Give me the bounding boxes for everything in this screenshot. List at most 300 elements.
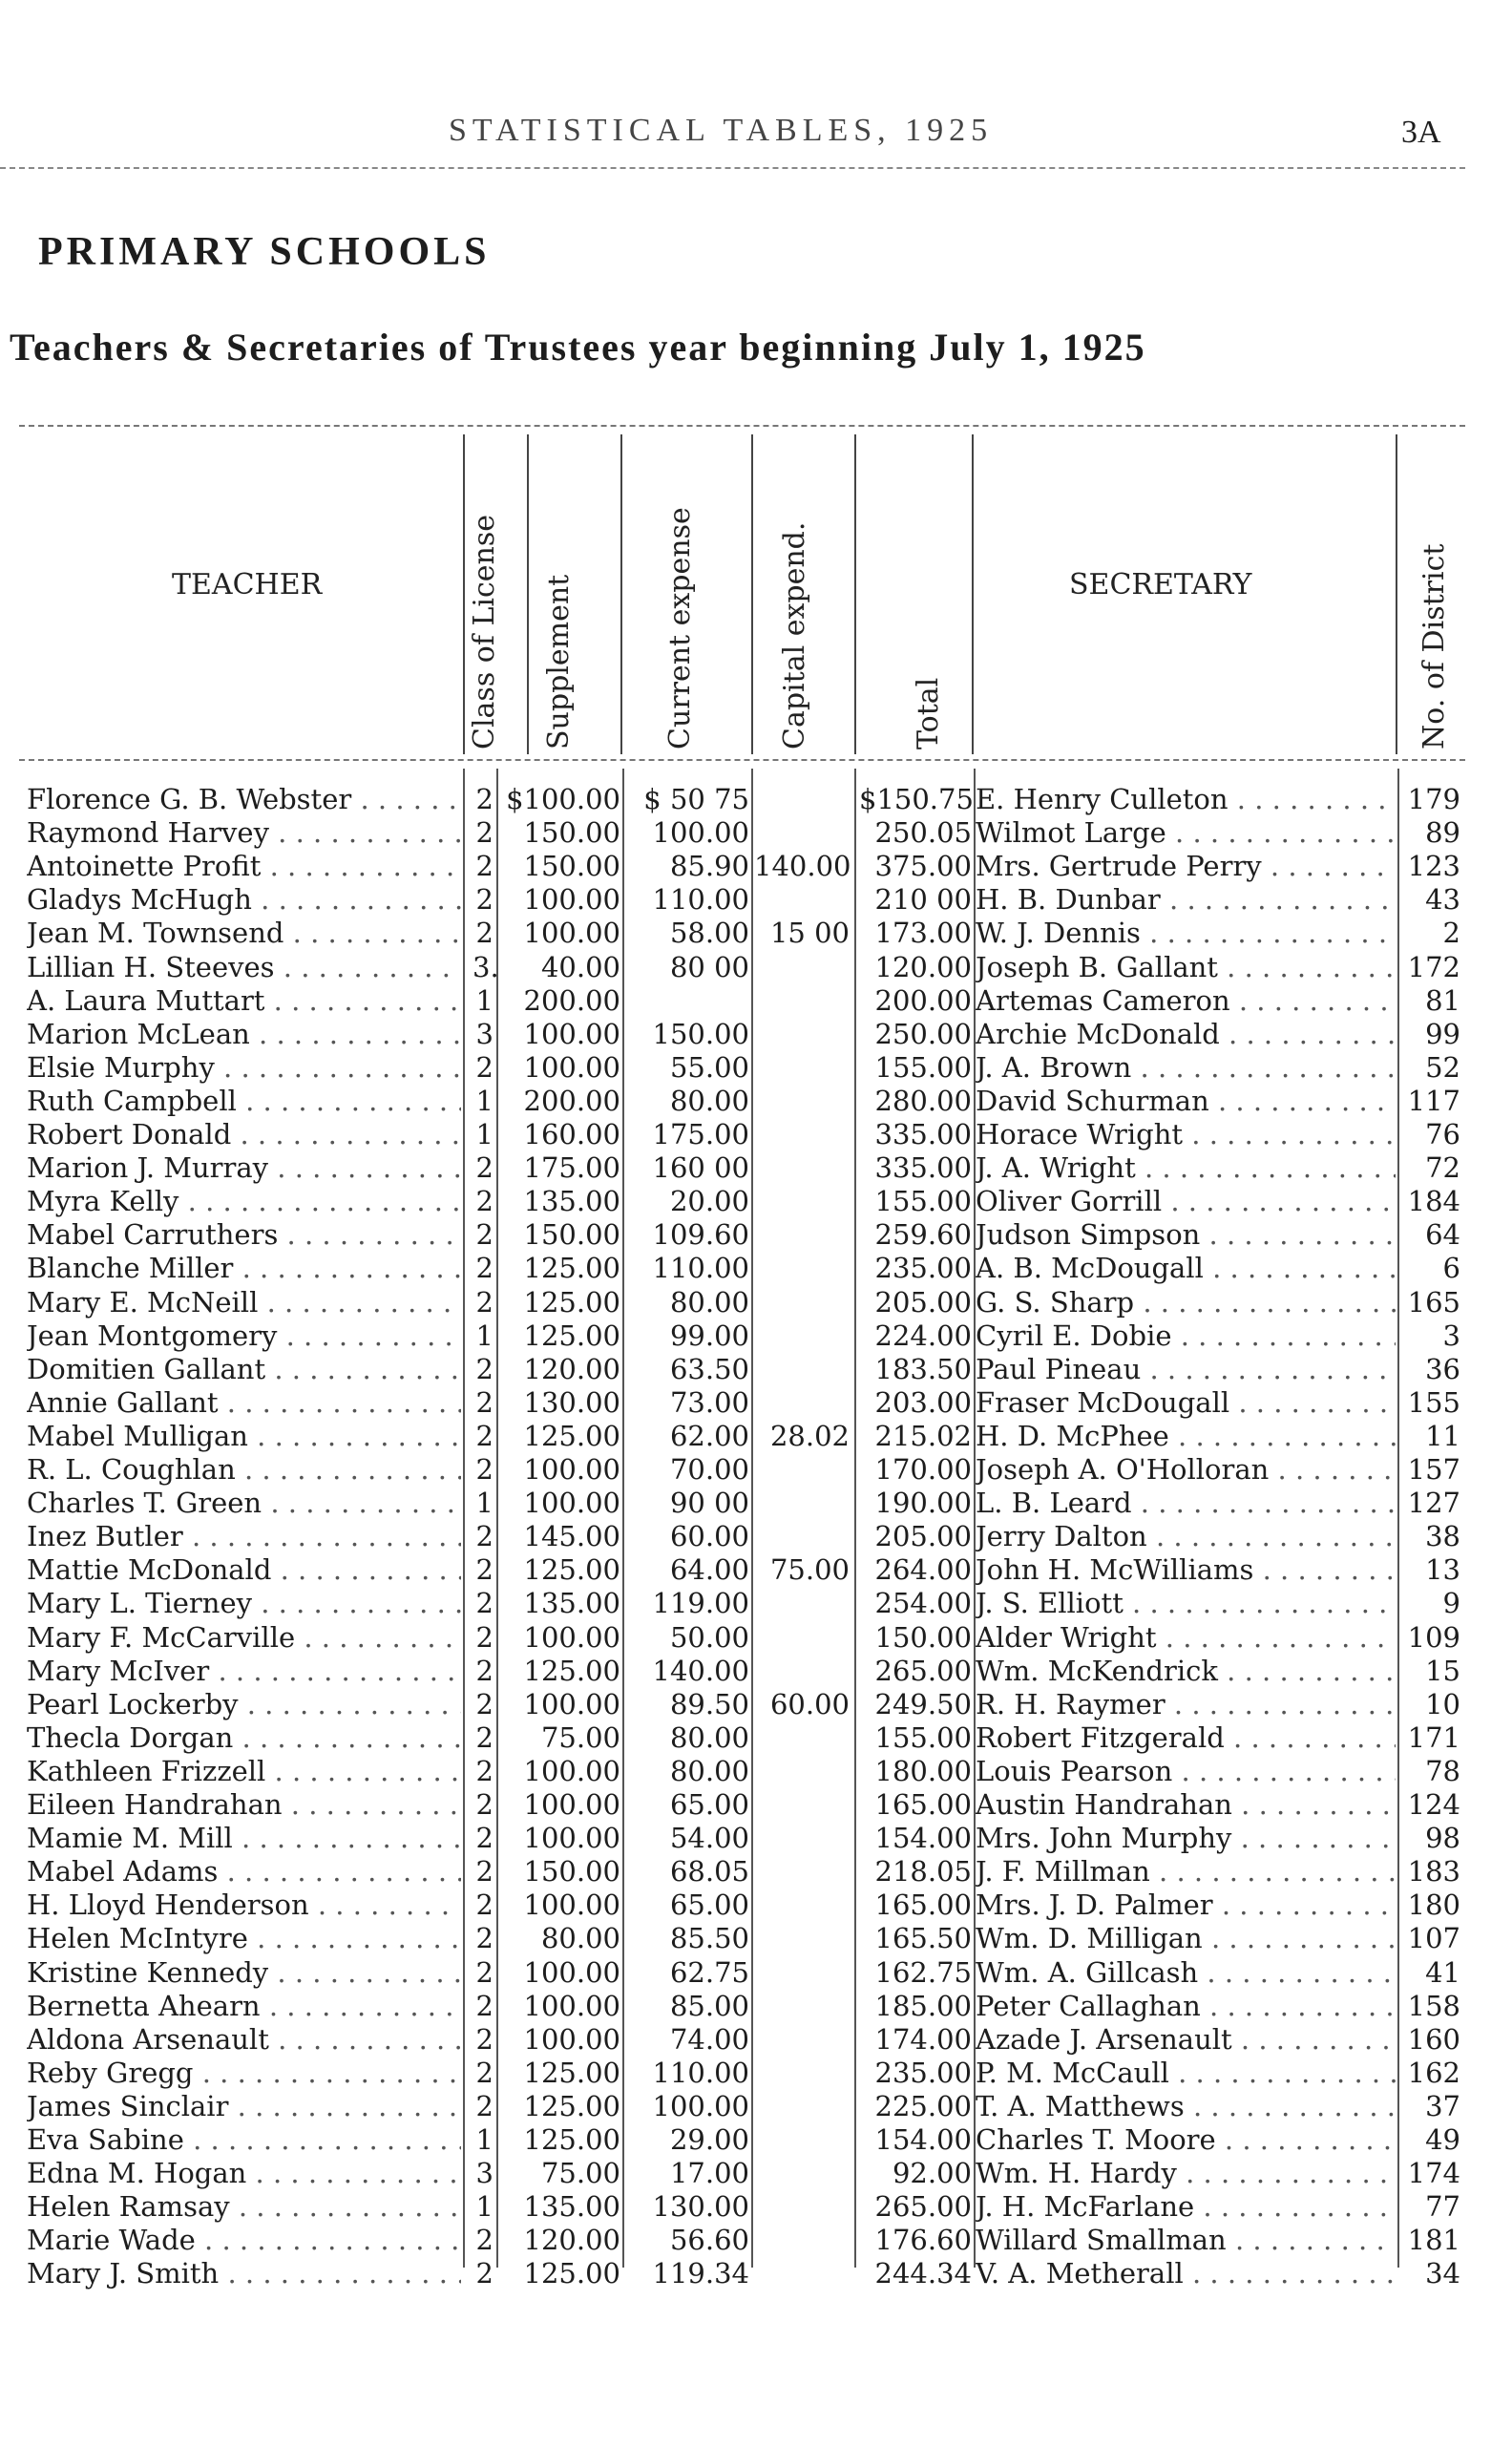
header-bottom-rule [19,759,1465,761]
teacher-name: Florence G. B. Webster . . . [27,783,461,815]
table-row [0,1587,1512,1620]
district-number: 165 [1407,1285,1460,1319]
teacher-name: Ruth Campbell . . . [27,1085,461,1117]
total-amount: 170.00 [874,1453,972,1486]
current-expense-amount: 17.00 [669,2157,749,2190]
total-amount: 155.00 [874,1050,972,1084]
teacher-name: Gladys McHugh . . . [27,883,461,916]
secretary-name: L. B. Leard . . . [976,1487,1396,1519]
teacher-name: Mary L. Tierney . . . [27,1587,461,1619]
teacher-name: Eva Sabine . . . [27,2123,461,2156]
district-number: 76 [1425,1118,1460,1150]
teacher-name: Helen McIntyre . . . [27,1922,461,1954]
supplement-amount: 100.00 [523,1822,620,1855]
total-amount: 173.00 [874,917,972,950]
district-number: 81 [1425,983,1460,1017]
column-divider [972,434,974,754]
table-row [0,1286,1512,1319]
table-row [0,1688,1512,1721]
column-header-class-of-license: Class of License [468,514,501,749]
teacher-name: Marion J. Murray . . . [27,1151,461,1184]
license-class: 1 [475,2190,494,2224]
table-row [0,1788,1512,1822]
license-class: 1 [475,1487,494,1520]
license-class: 2 [475,1654,494,1687]
teacher-name: Bernetta Ahearn . . . [27,1990,461,2022]
table-row [0,1085,1512,1118]
supplement-amount: 100.00 [523,1017,620,1050]
license-class: 1 [475,983,494,1017]
district-number: 179 [1407,783,1460,815]
total-amount: 165.50 [874,1922,972,1955]
district-number: 64 [1425,1218,1460,1252]
teacher-name: Mabel Mulligan . . . [27,1420,461,1452]
district-number: 117 [1407,1084,1460,1117]
table-row [0,2090,1512,2123]
current-expense-amount: 54.00 [669,1822,749,1855]
table-row [0,1185,1512,1218]
teacher-name: Robert Donald . . . [27,1118,461,1150]
supplement-amount: 100.00 [523,1687,620,1720]
current-expense-amount: 65.00 [669,1788,749,1821]
district-number: 38 [1425,1520,1460,1553]
section-title: PRIMARY SCHOOLS [38,230,491,274]
secretary-name: Mrs. Gertrude Perry . . . [976,850,1396,882]
supplement-amount: 130.00 [523,1385,620,1419]
license-class: 2 [475,1218,494,1252]
total-amount: 235.00 [874,2056,972,2089]
current-expense-amount: 73.00 [669,1385,749,1419]
table-row [0,1386,1512,1420]
license-class: 3 [475,2157,494,2190]
secretary-name: Wm. D. Milligan . . . [976,1922,1396,1954]
column-divider [527,434,529,754]
current-expense-amount: 85.00 [669,1989,749,2022]
current-expense-amount: 90 00 [669,1487,749,1520]
secretary-name: David Schurman . . . [976,1085,1396,1117]
district-number: 9 [1442,1587,1460,1620]
district-number: 109 [1407,1620,1460,1654]
table-row [0,1353,1512,1386]
license-class: 2 [475,1922,494,1955]
capital-expend-amount: 60.00 [769,1687,850,1720]
license-class: 2 [475,917,494,950]
district-number: 98 [1425,1822,1460,1855]
teacher-name: James Sinclair . . . [27,2090,461,2122]
capital-expend-amount: 15 00 [769,917,850,950]
current-expense-amount: 70.00 [669,1453,749,1486]
license-class: 1 [475,1084,494,1117]
supplement-amount: 100.00 [523,1955,620,1989]
supplement-amount: 150.00 [523,1855,620,1889]
teacher-name: Myra Kelly . . . [27,1185,461,1217]
district-number: 171 [1407,1720,1460,1754]
current-expense-amount: 119.34 [652,2257,749,2290]
current-expense-amount: 65.00 [669,1889,749,1922]
teacher-name: Inez Butler . . . [27,1520,461,1552]
supplement-amount: 75.00 [540,1720,620,1754]
teacher-name: Kathleen Frizzell . . . [27,1755,461,1787]
column-header-capital-expend: Capital expend. [778,521,811,749]
supplement-amount: 125.00 [523,1553,620,1587]
current-expense-amount: 62.00 [669,1419,749,1452]
license-class: 3 [475,1017,494,1050]
secretary-name: J. H. McFarlane . . . [976,2190,1396,2223]
secretary-name: Paul Pineau . . . [976,1353,1396,1385]
column-divider [463,434,465,754]
license-class: 2 [475,2224,494,2257]
license-class: 2 [475,1453,494,1486]
license-class: 2 [475,1754,494,1787]
supplement-amount: 135.00 [523,1587,620,1620]
current-expense-amount: 89.50 [669,1687,749,1720]
supplement-amount: 100.00 [523,1754,620,1787]
license-class: 2 [475,2089,494,2122]
teacher-name: Domitien Gallant . . . [27,1353,461,1385]
column-divider [1396,434,1397,754]
current-expense-amount: 130.00 [652,2190,749,2224]
current-expense-amount: 110.00 [652,1252,749,1285]
district-number: 37 [1425,2089,1460,2122]
district-number: 34 [1425,2257,1460,2290]
district-number: 72 [1425,1151,1460,1185]
column-divider [854,434,856,754]
current-expense-amount: 60.00 [669,1520,749,1553]
secretary-name: Willard Smallman . . . [976,2224,1396,2256]
district-number: 107 [1407,1922,1460,1955]
license-class: 2 [475,1587,494,1620]
teacher-name: Mary F. McCarville . . . [27,1621,461,1654]
secretary-name: Alder Wright . . . [976,1621,1396,1654]
total-amount: 244.34 [874,2257,972,2290]
license-class: 2 [475,1955,494,1989]
table-row [0,1319,1512,1353]
secretary-name: E. Henry Culleton . . . [976,783,1396,815]
current-expense-amount: 62.75 [669,1955,749,1989]
current-expense-amount: $ 50 75 [643,783,749,815]
teacher-name: Thecla Dorgan . . . [27,1721,461,1754]
table-row [0,1855,1512,1889]
secretary-name: Cyril E. Dobie . . . [976,1319,1396,1352]
total-amount: 264.00 [874,1553,972,1587]
total-amount: 174.00 [874,2022,972,2056]
total-amount: 155.00 [874,1185,972,1218]
total-amount: 335.00 [874,1151,972,1185]
supplement-amount: 125.00 [523,1419,620,1452]
teacher-name: Kristine Kennedy . . . [27,1956,461,1989]
license-class: 2 [475,1553,494,1587]
license-class: 2 [475,1822,494,1855]
supplement-amount: 40.00 [540,950,620,983]
table-row [0,1721,1512,1755]
secretary-name: Jerry Dalton . . . [976,1520,1396,1552]
teacher-name: Marie Wade . . . [27,2224,461,2256]
current-expense-amount: 80.00 [669,1754,749,1787]
secretary-name: G. S. Sharp . . . [976,1286,1396,1319]
teacher-name: Mabel Carruthers . . . [27,1218,461,1251]
current-expense-amount: 85.90 [669,850,749,883]
section-subtitle: Teachers & Secretaries of Trustees year beginning July 1, 1925 [10,326,1146,369]
current-expense-amount: 56.60 [669,2224,749,2257]
current-expense-amount: 109.60 [652,1218,749,1252]
district-number: 180 [1407,1889,1460,1922]
table-row [0,1755,1512,1788]
current-expense-amount: 80.00 [669,1084,749,1117]
table-row [0,1990,1512,2023]
teacher-name: Mamie M. Mill . . . [27,1822,461,1854]
secretary-name: Artemas Cameron . . . [976,984,1396,1017]
supplement-amount: 100.00 [523,1620,620,1654]
column-header-teacher: TEACHER [172,568,323,601]
table-row [0,2224,1512,2257]
secretary-name: Wm. A. Gillcash . . . [976,1956,1396,1989]
district-number: 123 [1407,850,1460,883]
license-class: 3. [472,950,499,983]
license-class: 1 [475,2123,494,2156]
total-amount: 265.00 [874,2190,972,2224]
district-number: 127 [1407,1487,1460,1520]
supplement-amount: 160.00 [523,1118,620,1150]
license-class: 2 [475,1687,494,1720]
current-expense-amount: 80 00 [669,950,749,983]
license-class: 2 [475,1720,494,1754]
teacher-name: A. Laura Muttart . . . [27,984,461,1017]
teacher-name: R. L. Coughlan . . . [27,1453,461,1486]
supplement-amount: 100.00 [523,917,620,950]
teacher-name: H. Lloyd Henderson . . . [27,1889,461,1921]
secretary-name: Joseph A. O'Holloran . . . [976,1453,1396,1486]
table-row [0,1520,1512,1553]
current-expense-amount: 99.00 [669,1319,749,1352]
license-class: 2 [475,1252,494,1285]
district-number: 184 [1407,1185,1460,1218]
total-amount: 150.00 [874,1620,972,1654]
total-amount: 92.00 [892,2157,972,2190]
current-expense-amount: 140.00 [652,1654,749,1687]
district-number: 124 [1407,1788,1460,1821]
license-class: 2 [475,850,494,883]
column-header-total: Total [912,677,945,749]
license-class: 2 [475,816,494,850]
supplement-amount: 200.00 [523,1084,620,1117]
secretary-name: J. S. Elliott . . . [976,1587,1396,1619]
supplement-amount: 135.00 [523,1185,620,1218]
table-row [0,816,1512,850]
supplement-amount: 125.00 [523,1654,620,1687]
secretary-name: T. A. Matthews . . . [976,2090,1396,2122]
secretary-name: Oliver Gorrill . . . [976,1185,1396,1217]
license-class: 2 [475,1889,494,1922]
total-amount: 265.00 [874,1654,972,1687]
current-expense-amount: 80.00 [669,1720,749,1754]
current-expense-amount: 100.00 [652,2089,749,2122]
total-amount: 180.00 [874,1754,972,1787]
current-expense-amount: 74.00 [669,2022,749,2056]
total-amount: 254.00 [874,1587,972,1620]
table-row [0,1420,1512,1453]
supplement-amount: 145.00 [523,1520,620,1553]
total-amount: 155.00 [874,1720,972,1754]
teacher-name: Mattie McDonald . . . [27,1553,461,1586]
table-row [0,2123,1512,2157]
teacher-name: Edna M. Hogan . . . [27,2157,461,2189]
current-expense-amount: 100.00 [652,816,749,850]
table-row [0,1553,1512,1587]
secretary-name: Fraser McDougall . . . [976,1386,1396,1419]
table-row [0,951,1512,984]
capital-expend-amount: 75.00 [769,1553,850,1587]
current-expense-amount: 20.00 [669,1185,749,1218]
district-number: 2 [1442,917,1460,950]
total-amount: 165.00 [874,1889,972,1922]
district-number: 41 [1425,1955,1460,1989]
district-number: 52 [1425,1050,1460,1084]
table-row [0,2257,1512,2290]
teacher-name: Raymond Harvey . . . [27,816,461,849]
current-expense-amount: 50.00 [669,1620,749,1654]
table-row [0,1218,1512,1252]
table-row [0,984,1512,1018]
total-amount: $150.75 [859,783,974,815]
supplement-amount: 175.00 [523,1151,620,1185]
total-amount: 218.05 [874,1855,972,1889]
table-row [0,850,1512,883]
license-class: 2 [475,2257,494,2290]
secretary-name: John H. McWilliams . . . [976,1553,1396,1586]
total-amount: 203.00 [874,1385,972,1419]
teacher-name: Aldona Arsenault . . . [27,2023,461,2056]
table-row [0,1655,1512,1688]
license-class: 2 [475,783,494,815]
total-amount: 205.00 [874,1285,972,1319]
table-row [0,1453,1512,1487]
table-row [0,1487,1512,1520]
table-row [0,2157,1512,2190]
teacher-name: Mary McIver . . . [27,1655,461,1687]
total-amount: 250.05 [874,816,972,850]
capital-expend-amount: 140.00 [754,850,851,883]
district-number: 6 [1442,1252,1460,1285]
district-number: 49 [1425,2123,1460,2156]
teacher-name: Jean Montgomery . . . [27,1319,461,1352]
secretary-name: A. B. McDougall . . . [976,1252,1396,1284]
secretary-name: Joseph B. Gallant . . . [976,951,1396,983]
table-row [0,1889,1512,1922]
table-row [0,2057,1512,2090]
secretary-name: V. A. Metherall . . . [976,2257,1396,2290]
district-number: 78 [1425,1754,1460,1787]
district-number: 160 [1407,2022,1460,2056]
supplement-amount: 75.00 [540,2157,620,2190]
supplement-amount: 125.00 [523,2257,620,2290]
license-class: 2 [475,1855,494,1889]
column-header-current-expense: Current expense [663,507,697,749]
current-expense-amount: 55.00 [669,1050,749,1084]
teacher-name: Mabel Adams . . . [27,1855,461,1888]
license-class: 2 [475,1050,494,1084]
secretary-name: Horace Wright . . . [976,1118,1396,1150]
supplement-amount: 100.00 [523,1989,620,2022]
total-amount: 205.00 [874,1520,972,1553]
license-class: 2 [475,883,494,917]
secretary-name: H. D. McPhee . . . [976,1420,1396,1452]
total-amount: 375.00 [874,850,972,883]
license-class: 2 [475,2056,494,2089]
column-header-supplement: Supplement [542,574,576,749]
total-amount: 120.00 [874,950,972,983]
district-number: 15 [1425,1654,1460,1687]
supplement-amount: 100.00 [523,2022,620,2056]
teacher-name: Eileen Handrahan . . . [27,1788,461,1821]
current-expense-amount: 119.00 [652,1587,749,1620]
total-amount: 225.00 [874,2089,972,2122]
current-expense-amount: 160 00 [652,1151,749,1185]
district-number: 43 [1425,883,1460,917]
header-top-rule [19,425,1465,427]
total-amount: 210 00 [874,883,972,917]
supplement-amount: 80.00 [540,1922,620,1955]
supplement-amount: 150.00 [523,816,620,850]
license-class: 2 [475,2022,494,2056]
current-expense-amount: 64.00 [669,1553,749,1587]
secretary-name: Mrs. J. D. Palmer . . . [976,1889,1396,1921]
current-expense-amount: 80.00 [669,1285,749,1319]
total-amount: 154.00 [874,2123,972,2156]
secretary-name: W. J. Dennis . . . [976,917,1396,949]
supplement-amount: 100.00 [523,1050,620,1084]
table-row [0,917,1512,950]
current-expense-amount: 85.50 [669,1922,749,1955]
district-number: 10 [1425,1687,1460,1720]
current-expense-amount: 110.00 [652,883,749,917]
table-row [0,1922,1512,1955]
supplement-amount: 135.00 [523,2190,620,2224]
supplement-amount: 150.00 [523,850,620,883]
current-expense-amount: 29.00 [669,2123,749,2156]
district-number: 99 [1425,1017,1460,1050]
table-row [0,1018,1512,1051]
secretary-name: Azade J. Arsenault . . . [976,2023,1396,2056]
secretary-name: Archie McDonald . . . [976,1018,1396,1050]
total-amount: 162.75 [874,1955,972,1989]
table-row [0,1956,1512,1990]
teacher-name: Elsie Murphy . . . [27,1051,461,1084]
supplement-amount: $100.00 [506,783,620,815]
total-amount: 154.00 [874,1822,972,1855]
total-amount: 335.00 [874,1118,972,1150]
district-number: 89 [1425,816,1460,850]
teacher-name: Charles T. Green . . . [27,1487,461,1519]
secretary-name: Charles T. Moore . . . [976,2123,1396,2156]
supplement-amount: 100.00 [523,883,620,917]
secretary-name: P. M. McCaull . . . [976,2057,1396,2089]
total-amount: 280.00 [874,1084,972,1117]
license-class: 2 [475,1419,494,1452]
district-number: 172 [1407,950,1460,983]
table-row [0,2023,1512,2057]
total-amount: 215.02 [874,1419,972,1452]
license-class: 2 [475,1185,494,1218]
license-class: 2 [475,1385,494,1419]
supplement-amount: 100.00 [523,1788,620,1821]
license-class: 2 [475,1520,494,1553]
table-row [0,1118,1512,1151]
supplement-amount: 125.00 [523,1319,620,1352]
license-class: 2 [475,1989,494,2022]
total-amount: 259.60 [874,1218,972,1252]
district-number: 174 [1407,2157,1460,2190]
supplement-amount: 125.00 [523,2056,620,2089]
